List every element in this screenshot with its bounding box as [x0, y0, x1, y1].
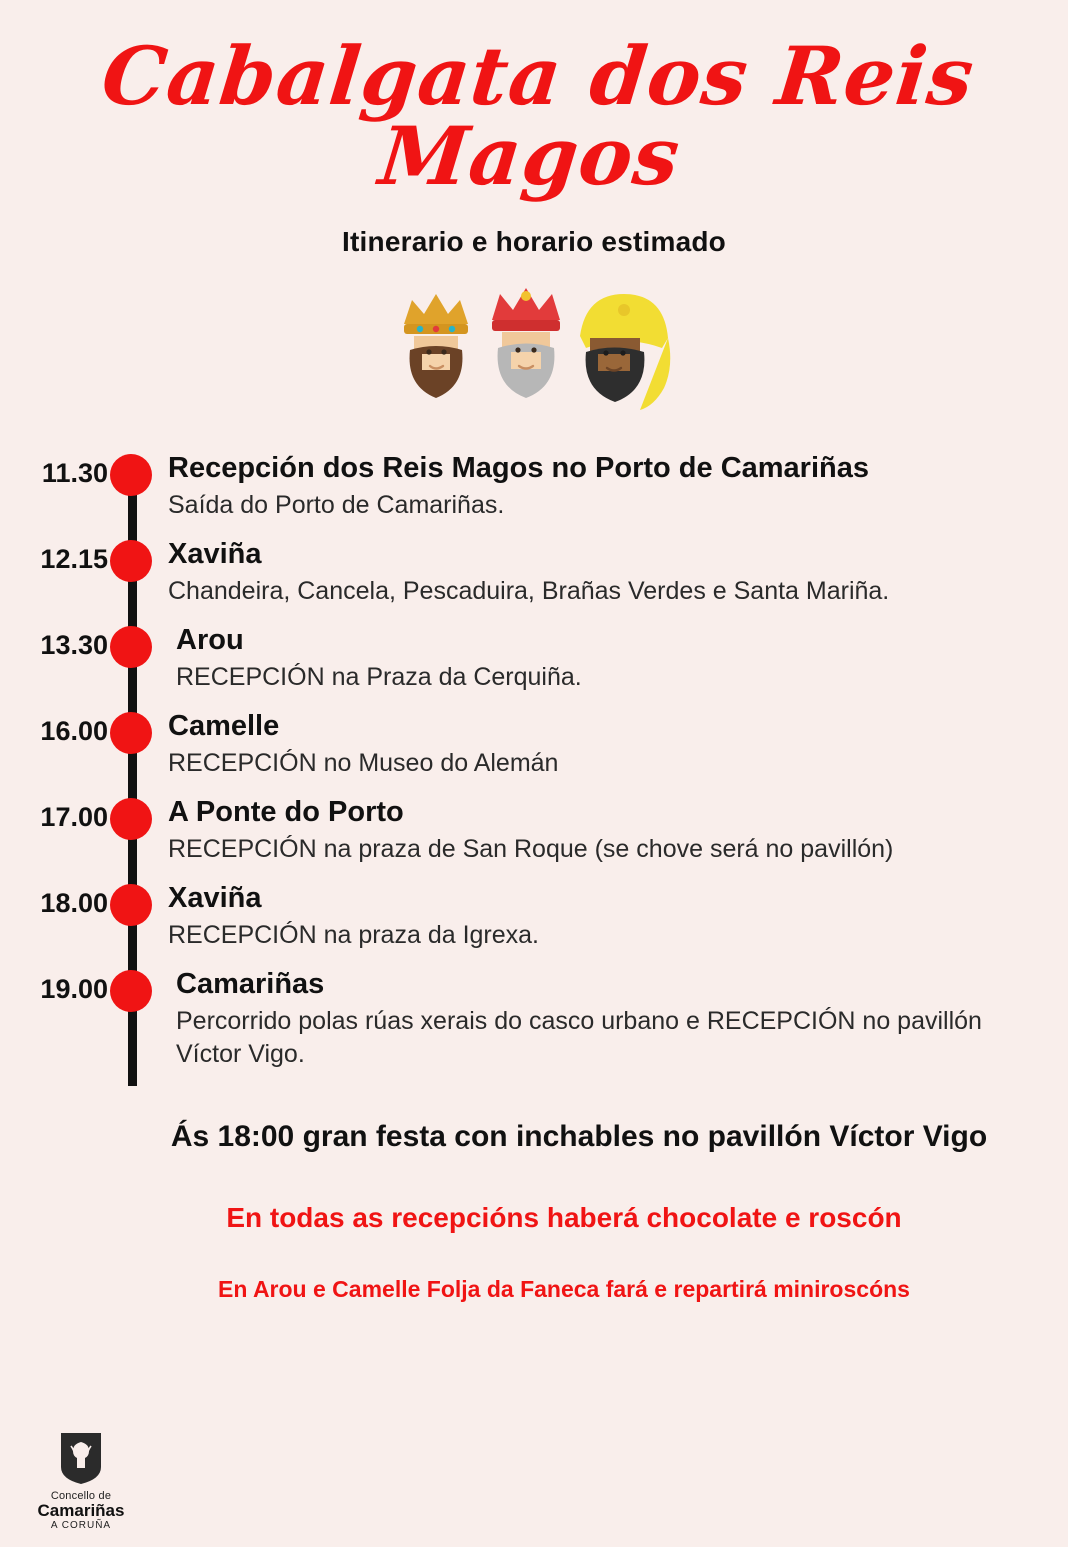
- three-kings-illustration: [0, 280, 1068, 430]
- event-description: RECEPCIÓN na praza de San Roque (se chove será no pavillón): [168, 835, 894, 864]
- event-time: 16.00: [40, 716, 108, 746]
- logo-line-2: Camariñas: [37, 1501, 125, 1521]
- council-logo: [26, 1430, 136, 1531]
- event-time: 11.30: [41, 458, 108, 488]
- event-description: RECEPCIÓN na praza da Igrexa.: [168, 921, 539, 950]
- note-party: Ás 18:00 gran festa con inchables no pavillón Víctor Vigo: [170, 1120, 988, 1154]
- event-title: A Ponte do Porto: [168, 796, 404, 828]
- dot-icon: [110, 970, 152, 1012]
- event-time: 17.00: [40, 802, 108, 832]
- timeline-event: [0, 538, 1068, 624]
- poster: [0, 29, 1068, 1531]
- logo-line-1: Concello de: [50, 1490, 112, 1503]
- event-time: 13.30: [40, 630, 108, 660]
- timeline-event: [0, 452, 1068, 538]
- event-time: 18.00: [40, 888, 108, 918]
- event-title: Xaviña: [168, 538, 262, 570]
- event-description: RECEPCIÓN no Museo do Alemán: [168, 749, 559, 778]
- timeline-event: [0, 624, 1068, 710]
- event-title: Camelle: [168, 710, 280, 742]
- page-subtitle: Itinerario e horario estimado: [342, 226, 726, 257]
- event-body: [168, 968, 1068, 1070]
- timeline-event: [0, 796, 1068, 882]
- coat-of-arms-icon: [58, 1430, 104, 1486]
- event-title: Xaviña: [168, 882, 262, 914]
- dot-icon: [110, 540, 152, 582]
- event-description: Percorrido polas rúas xerais do casco urbano e RECEPCIÓN no pavillón Víctor Vigo.: [176, 1007, 982, 1068]
- dot-icon: [110, 712, 152, 754]
- event-time: 19.00: [40, 974, 108, 1004]
- event-body: [168, 624, 1068, 694]
- event-body: [168, 710, 1068, 780]
- event-title: Arou: [176, 624, 244, 656]
- event-time: 12.15: [40, 544, 108, 574]
- timeline-event: [0, 882, 1068, 968]
- event-body: [168, 538, 1068, 608]
- dot-icon: [110, 884, 152, 926]
- event-description: RECEPCIÓN na Praza da Cerquiña.: [176, 663, 582, 692]
- dot-icon: [110, 798, 152, 840]
- page-title: Cabalgata dos Reis Magos: [97, 29, 979, 203]
- three-kings-icon: [384, 280, 684, 430]
- event-description: Chandeira, Cancela, Pescaduira, Brañas Verdes e Santa Mariña.: [168, 577, 890, 606]
- logo-line-3: A CORUÑA: [50, 1520, 112, 1531]
- event-title: Recepción dos Reis Magos no Porto de Camariñas: [168, 452, 869, 484]
- note-miniroscons: En Arou e Camelle Folja da Faneca fará e repartirá miniroscóns: [218, 1276, 910, 1303]
- event-title: Camariñas: [176, 968, 325, 1000]
- timeline-event: [0, 710, 1068, 796]
- dot-icon: [110, 454, 152, 496]
- event-description: Saída do Porto de Camariñas.: [168, 491, 505, 520]
- timeline-event: [0, 968, 1068, 1070]
- itinerary-timeline: [0, 452, 1068, 1080]
- dot-icon: [110, 626, 152, 668]
- event-body: [168, 796, 1068, 866]
- event-body: [168, 452, 1068, 522]
- note-chocolate: En todas as recepcións haberá chocolate e roscón: [226, 1202, 902, 1234]
- event-body: [168, 882, 1068, 952]
